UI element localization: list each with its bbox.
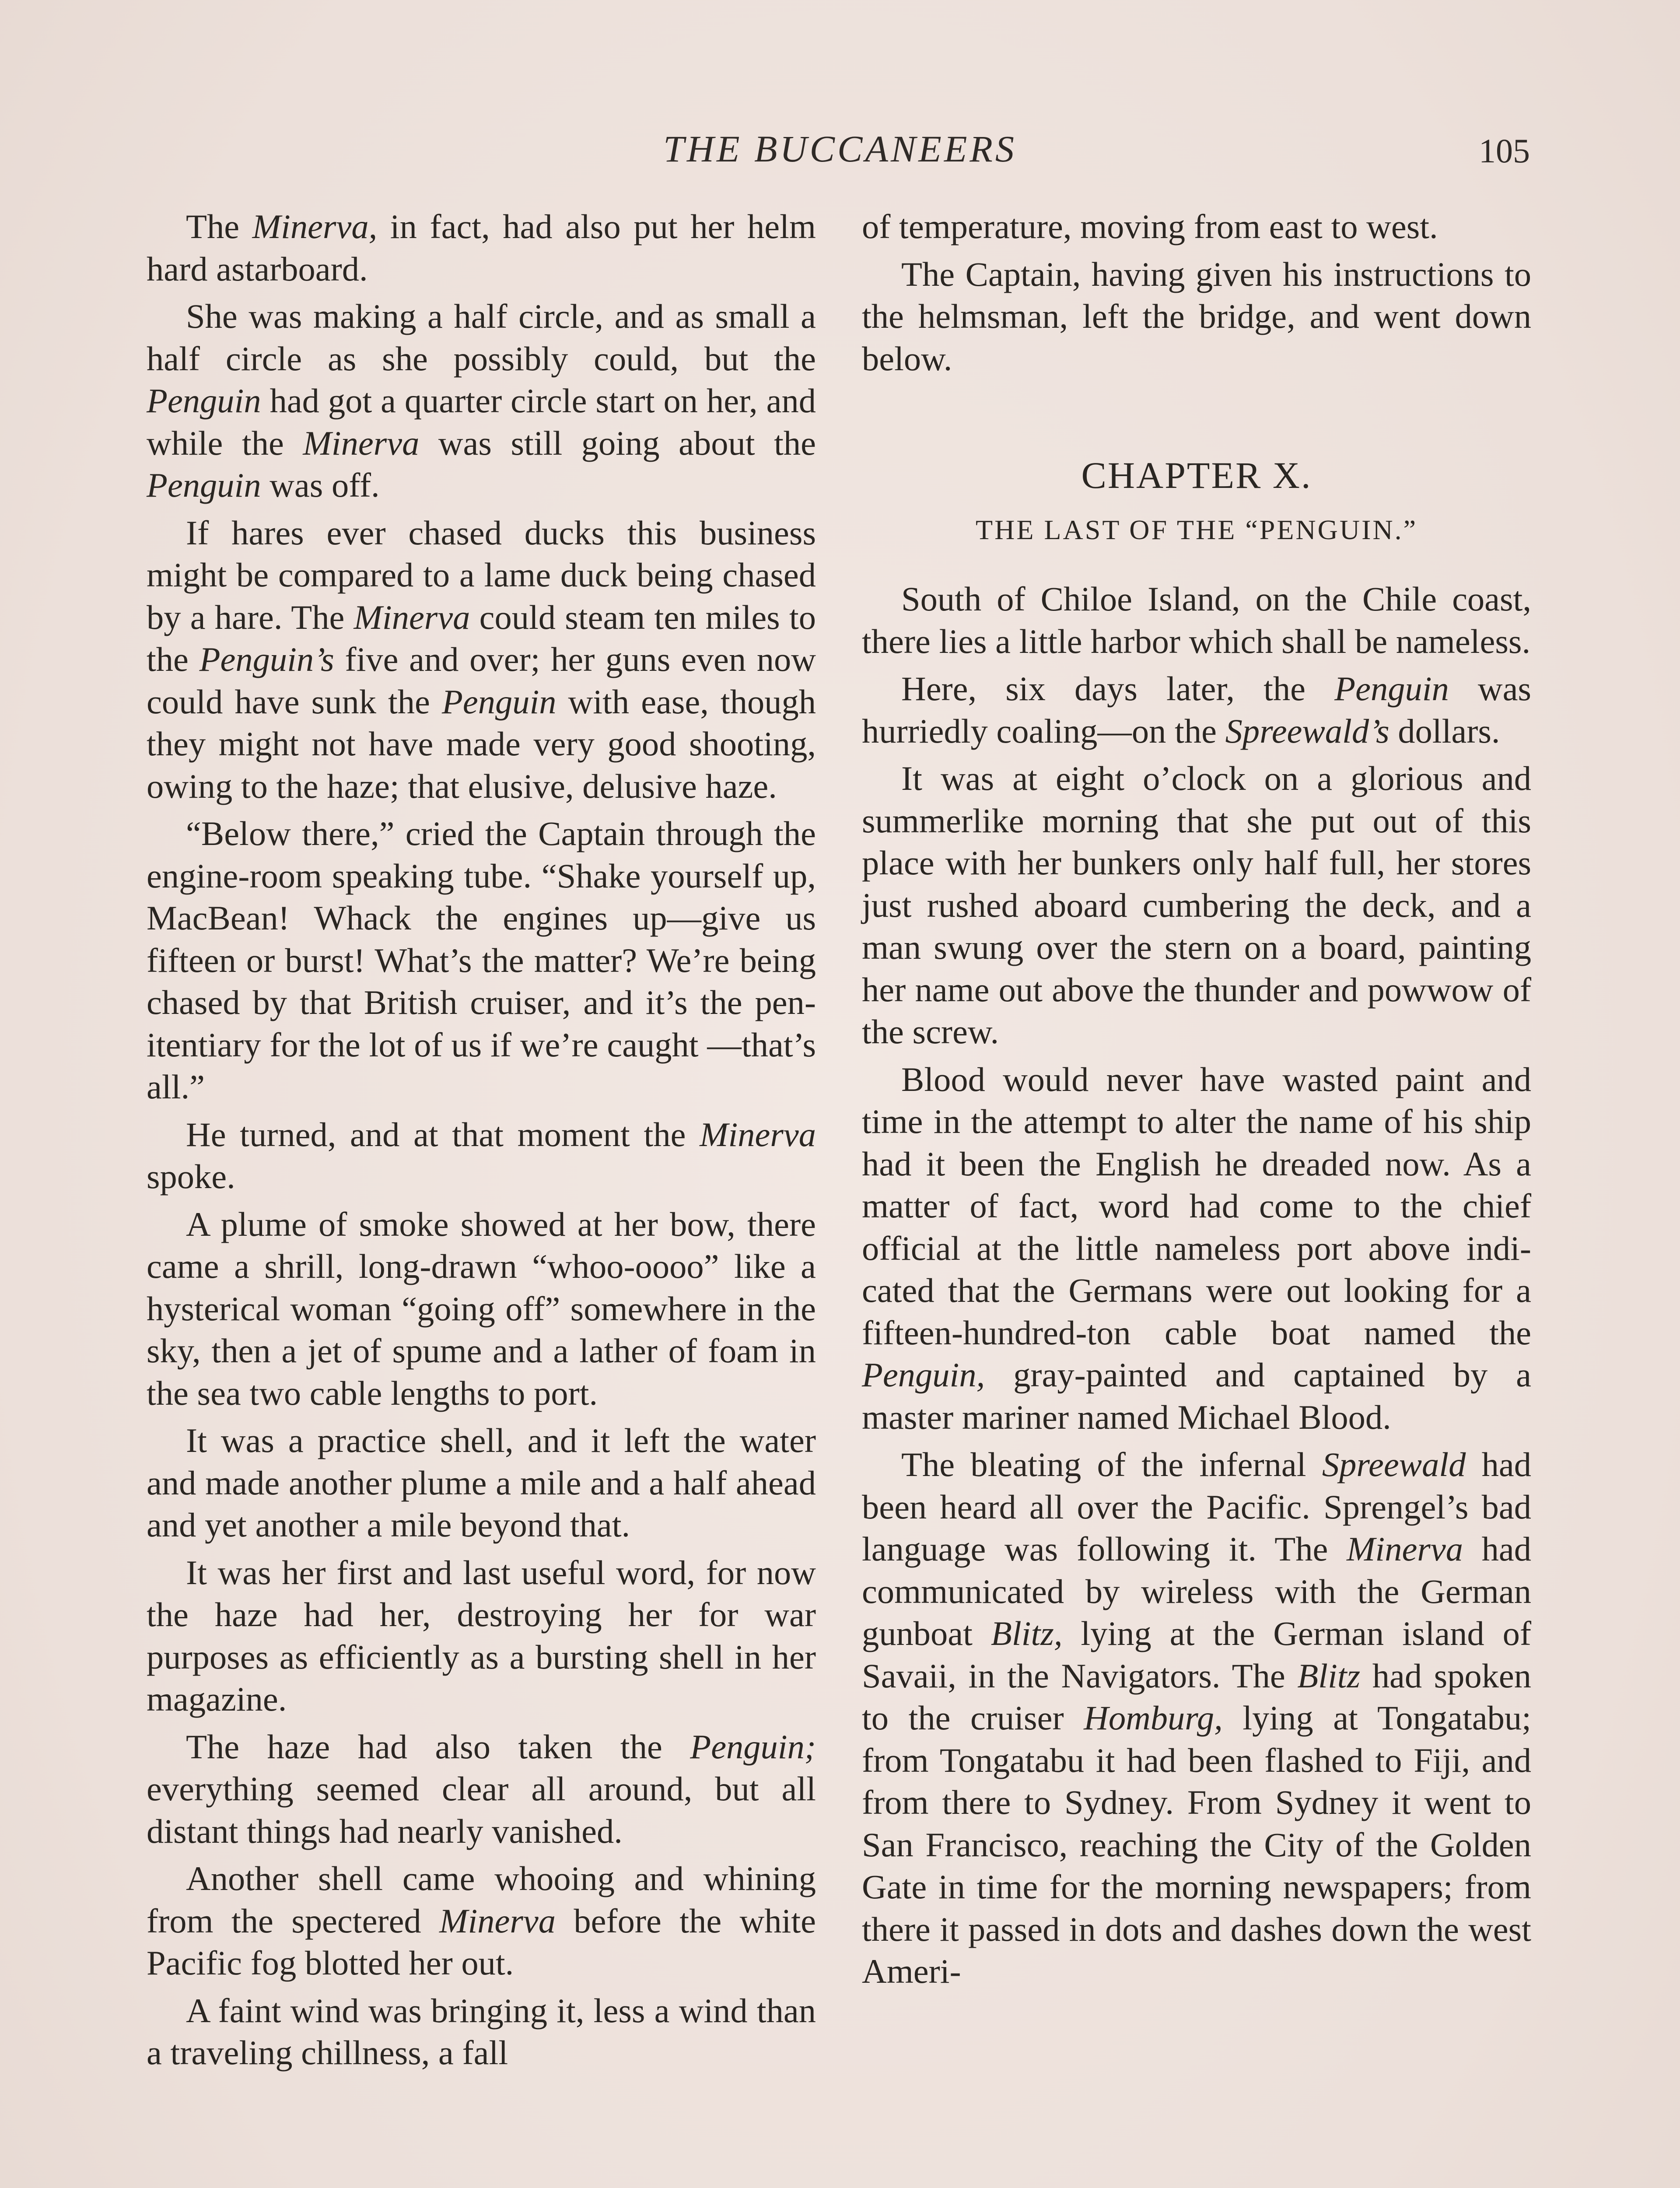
italic-text: Penguin, xyxy=(862,1356,985,1394)
paragraph xyxy=(147,813,816,1108)
text-run: The haze had also taken the xyxy=(186,1727,690,1766)
text-run: dollars. xyxy=(1389,712,1500,750)
italic-text: Minerva xyxy=(439,1901,556,1940)
text-run: was hurriedly coaling—on the xyxy=(862,670,1531,750)
paragraph xyxy=(147,1552,816,1721)
paragraph xyxy=(147,1858,816,1985)
paragraph xyxy=(862,1059,1531,1439)
text-run: before the white Pacific fog blotted her out. xyxy=(147,1901,816,1982)
italic-text: Penguin xyxy=(1334,670,1449,708)
paragraph xyxy=(862,1444,1531,1993)
text-run: It was her first and last useful word, for now the haze had her, destroying her for war purposes as efficiently as a bursting shell in her magazine. xyxy=(147,1553,816,1718)
text-run: everything seemed clear all around, but all distant things had nearly vanished. xyxy=(147,1770,816,1850)
text-run: was still going about the xyxy=(419,424,816,462)
text-run: Here, six days later, the xyxy=(901,670,1335,708)
paragraph xyxy=(862,253,1531,380)
italic-text: Homburg, xyxy=(1084,1699,1223,1737)
paragraph xyxy=(147,206,816,290)
text-run: The bleating of the infernal xyxy=(901,1445,1322,1483)
text-run: gray-painted and captained by a master mariner named Michael Blood. xyxy=(862,1356,1531,1436)
text-run: He turned, and at that moment the xyxy=(186,1115,700,1154)
italic-text: Minerva xyxy=(354,598,470,636)
italic-text: Minerva xyxy=(1347,1530,1463,1568)
paragraph xyxy=(147,1726,816,1853)
italic-text: Penguin xyxy=(147,466,261,504)
left-column xyxy=(147,206,816,2079)
text-run: Another shell came whooing and whining from the spectered xyxy=(147,1859,816,1940)
text-run: had got a quarter circle start on her, and while the xyxy=(147,382,816,462)
text-run: spoke. xyxy=(147,1157,235,1196)
text-run: A plume of smoke showed at her bow, there came a shrill, long-drawn “whoo-oooo” like a hysterical woman “going off” somewhere in the sky, then a jet of spume and a lather of foam in the sea two cable lengths to port. xyxy=(147,1205,816,1412)
italic-text: Blitz, xyxy=(990,1614,1063,1652)
chapter-subtitle: THE LAST OF THE “PENGUIN.” xyxy=(976,514,1418,545)
italic-text: Blitz xyxy=(1297,1656,1361,1695)
paragraph xyxy=(147,1420,816,1546)
italic-text: Spreewald’s xyxy=(1225,712,1390,750)
page-number: 105 xyxy=(1479,132,1530,170)
italic-text: Penguin; xyxy=(690,1727,816,1766)
text-run: If hares ever chased ducks this business might be compared to a lame duck being chased by a hare. The xyxy=(147,513,816,636)
text-run: had been heard all over the Pacific. Sprengel’s bad language was following it. The xyxy=(862,1445,1531,1568)
text-run: could steam ten miles to the xyxy=(147,598,816,678)
italic-text: Minerva xyxy=(303,424,420,462)
italic-text: Minerva xyxy=(700,1115,816,1154)
text-run: lying at the German island of Savaii, in the Navigators. The xyxy=(862,1614,1531,1695)
paragraph xyxy=(147,295,816,507)
paragraph xyxy=(147,1990,816,2074)
italic-text: Minerva, xyxy=(252,207,378,245)
text-run: of temperature, moving from east to west. xyxy=(862,207,1438,245)
text-run: The xyxy=(186,207,252,245)
text-run: was off. xyxy=(261,466,380,504)
text-run: had spoken to the cruiser xyxy=(862,1656,1532,1737)
right-column xyxy=(862,206,1531,1998)
text-run: had communicated by wireless with the German gunboat xyxy=(862,1530,1531,1652)
text-run: It was at eight o’clock on a glorious and summerlike morning that she put out of this place with her bunkers only half full, her stores just rushed aboard cumbering the deck, and a man swung over the stern on a board, painting her name out above the thunder and powwow of the screw. xyxy=(862,759,1531,1051)
italic-text: Penguin’s xyxy=(199,640,334,678)
paragraph xyxy=(862,578,1531,663)
paragraph xyxy=(862,206,1531,248)
paragraph xyxy=(147,1203,816,1415)
italic-text: Penguin xyxy=(441,682,556,721)
text-run: with ease, though they might not have made very good shooting, owing to the haze; that elusive, delusive haze. xyxy=(147,682,816,805)
paragraph xyxy=(862,757,1531,1053)
italic-text: Penguin xyxy=(147,382,261,420)
text-run: five and over; her guns even now could have sunk the xyxy=(147,640,816,721)
text-run: in fact, had also put her helm hard astarboard. xyxy=(147,207,816,288)
text-run: Blood would never have wasted paint and time in the attempt to alter the name of his ship had it been the English he dreaded now. As a matter of fact, word had come to the chief official at the little nameless port above indicated that the Germans were out looking for a fifteen-hundred-ton cable boat named the xyxy=(862,1060,1531,1352)
text-run: South of Chiloe Island, on the Chile coast, there lies a little harbor which shall be nameless. xyxy=(862,580,1531,660)
text-run: It was a practice shell, and it left the water and made another plume a mile and a half ahead and yet another a mile beyond that. xyxy=(147,1421,816,1544)
text-run: “Below there,” cried the Captain through the engine-room speaking tube. “Shake yourself up, MacBean! Whack the engines up—give us fifteen or burst! What’s the matter? We’re being chased by that British cruiser, and it’s the penitentiary for the lot of us if we’re caught —that’s all.” xyxy=(147,814,816,1106)
chapter-heading: CHAPTER X. xyxy=(1081,454,1312,496)
italic-text: Spreewald xyxy=(1322,1445,1466,1483)
paragraph xyxy=(862,668,1531,752)
text-run: A faint wind was bringing it, less a wind than a traveling chillness, a fall xyxy=(147,1991,816,2072)
paragraph xyxy=(147,512,816,808)
text-run: lying at Tongatabu; from Tongatabu it had been flashed to Fiji, and from there to Sydney. From Sydney it went to San Francisco, reaching the City of the Golden Gate in time for the morning newspapers; from there it passed in dots and dashes down the west Ameri- xyxy=(862,1699,1531,1990)
paragraph xyxy=(147,1114,816,1198)
text-run: The Captain, having given his instructions to the helmsman, left the bridge, and went down below. xyxy=(862,255,1531,378)
text-run: She was making a half circle, and as small a half circle as she possibly could, but the xyxy=(147,297,816,378)
running-head: THE BUCCANEERS xyxy=(663,128,1017,170)
